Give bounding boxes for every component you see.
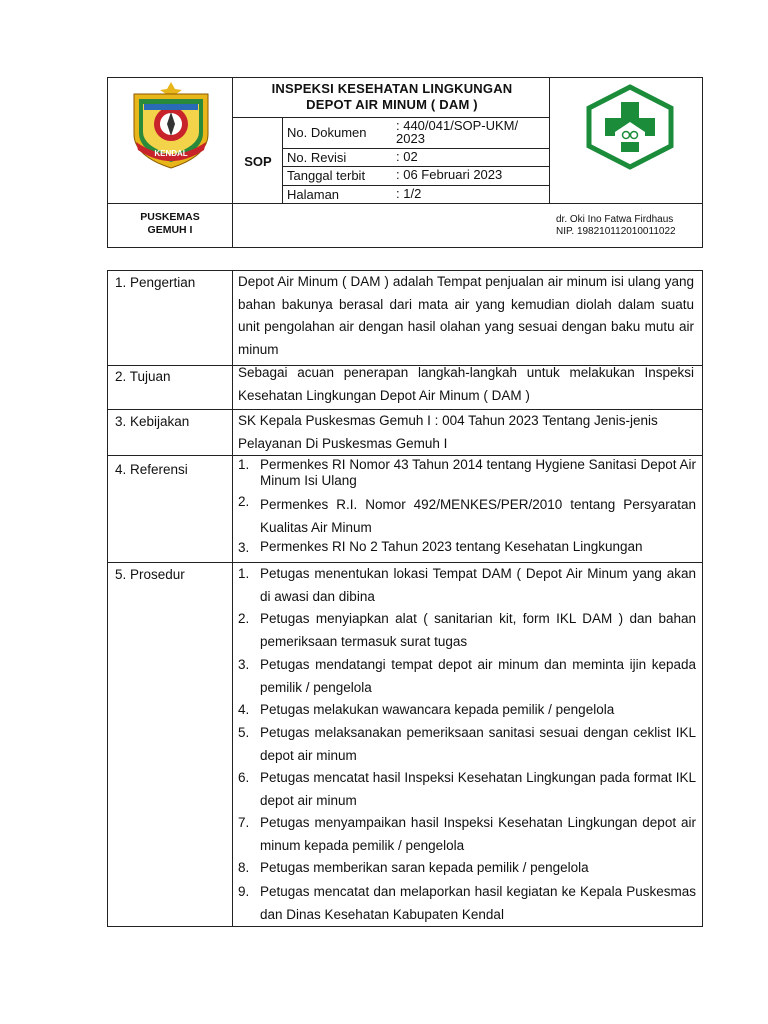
document-title [234,81,550,113]
unit-line-1: PUSKEMAS [140,211,200,223]
no-dokumen-label: No. Dokumen [287,125,367,140]
no-revisi-value: : 02 [396,149,418,164]
unit-name [108,211,232,237]
signatory-name: dr. Oki Ino Fatwa Firdhaus [556,214,674,225]
referensi-item-number: 3. [238,540,250,555]
no-revisi-label: No. Revisi [287,150,347,165]
referensi-item-text: Permenkes RI Nomor 43 Tahun 2014 tentang Hygiene Sanitasi Depot Air Minum Isi Ulang [260,457,696,488]
prosedur-item-number: 3. [238,657,250,672]
kendal-crest-logo [126,82,216,170]
halaman-label: Halaman [287,187,340,202]
tanggal-terbit-value: : 06 Februari 2023 [396,167,503,182]
section-label-pengertian: 1. Pengertian [115,275,196,290]
prosedur-item-number: 1. [238,566,250,581]
prosedur-item-number: 2. [238,611,250,626]
referensi-item-text: Permenkes RI No 2 Tahun 2023 tentang Kesehatan Lingkungan [260,539,643,554]
section-label-kebijakan: 3. Kebijakan [115,414,190,429]
pengertian-text: Depot Air Minum ( DAM ) adalah Tempat penjualan air minum isi ulang yang bahan bakunya berasal dari mata air yang kemudian diolah dalam suatu unit pengolahan air dengan hasil olahan yang sesuai dengan baku mutu air minum [238,274,694,357]
title-line-2: DEPOT AIR MINUM ( DAM ) [306,97,478,112]
grid-line [108,455,703,456]
sop-body-table [107,270,703,927]
prosedur-item-text: Petugas mencatat hasil Inspeksi Kesehatan Lingkungan pada format IKL depot air minum [260,770,696,808]
prosedur-item-number: 8. [238,860,250,875]
sop-label: SOP [244,153,272,169]
referensi-item-text: Permenkes R.I. Nomor 492/MENKES/PER/2010 tentang Persyaratan Kualitas Air Minum [260,497,696,535]
prosedur-item-text: Petugas melakukan wawancara kepada pemilik / pengelola [260,702,615,717]
grid-line [282,117,283,204]
prosedur-item-number: 6. [238,770,250,785]
grid-line [232,78,233,248]
prosedur-item-number: 4. [238,702,250,717]
prosedur-item-number: 5. [238,725,250,740]
signatory [556,214,704,238]
prosedur-item-text: Petugas memberikan saran kepada pemilik / pengelola [260,860,589,875]
prosedur-item-text: Petugas melaksanakan pemeriksaan sanitasi sesuai dengan ceklist IKL depot air minum [260,725,696,763]
section-label-prosedur: 5. Prosedur [115,567,185,582]
prosedur-item-text: Petugas menyiapkan alat ( sanitarian kit, form IKL DAM ) dan bahan pemeriksaan termasuk surat tugas [260,611,696,649]
prosedur-item-text: Petugas menyampaikan hasil Inspeksi Kesehatan Lingkungan depot air minum kepada pemilik / pengelola [260,815,696,853]
prosedur-item-text: Petugas mencatat dan melaporkan hasil kegiatan ke Kepala Puskesmas dan Dinas Kesehatan Kabupaten Kendal [260,884,696,922]
grid-line [232,271,233,927]
puskesmas-logo [583,84,678,170]
tujuan-text: Sebagai acuan penerapan langkah-langkah untuk melakukan Inspeksi Kesehatan Lingkungan Depot Air Minum ( DAM ) [238,365,694,403]
halaman-value: : 1/2 [396,186,422,201]
sop-header [107,77,703,248]
prosedur-item-text: Petugas menentukan lokasi Tempat DAM ( Depot Air Minum yang akan di awasi dan dibina [260,566,696,604]
referensi-item-number: 1. [238,457,250,472]
section-label-referensi: 4. Referensi [115,462,188,477]
signatory-nip: NIP. 198210112010011022 [556,226,676,237]
prosedur-item-number: 9. [238,884,250,899]
prosedur-item-number: 7. [238,815,250,830]
prosedur-item-text: Petugas mendatangi tempat depot air minum dan meminta ijin kepada pemilik / pengelola [260,657,696,695]
unit-line-2: GEMUH I [147,224,193,236]
tanggal-terbit-label: Tanggal terbit [287,168,366,183]
referensi-item-number: 2. [238,494,250,509]
grid-line [108,203,703,204]
no-dokumen-value: : 440/041/SOP-UKM/ 2023 [396,118,519,146]
title-line-1: INSPEKSI KESEHATAN LINGKUNGAN [271,81,513,96]
section-label-tujuan: 2. Tujuan [115,369,171,384]
crest-caption: KENDAL [154,149,188,158]
kebijakan-text: SK Kepala Puskesmas Gemuh I : 004 Tahun 2023 Tentang Jenis-jenis Pelayanan Di Puskesmas Gemuh I [238,413,658,451]
